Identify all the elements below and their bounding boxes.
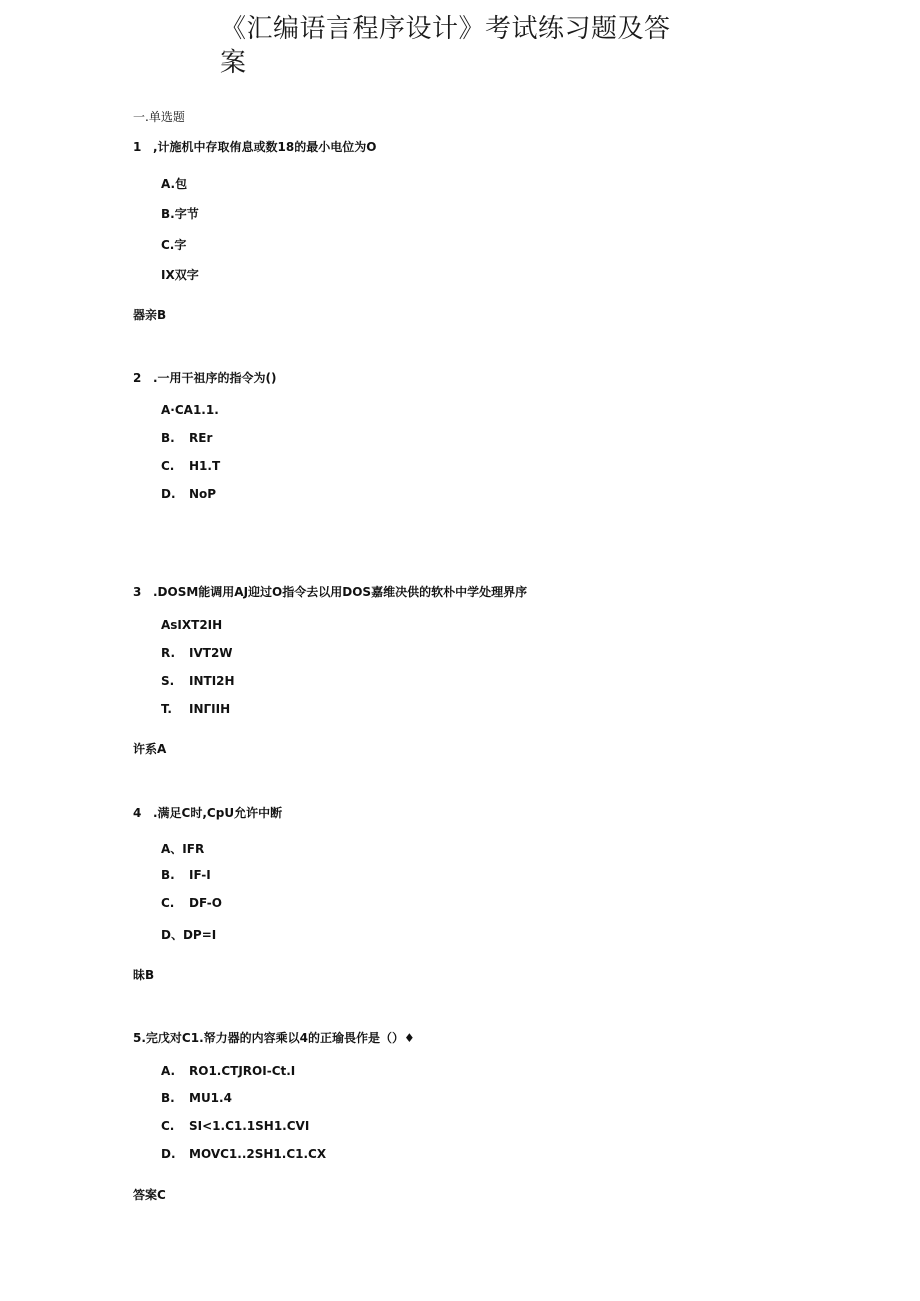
option-text: NoP [189, 487, 217, 501]
q3-option-d [161, 702, 230, 716]
question-1 [133, 138, 376, 155]
question-text: .满足C时,CpU允许中断 [153, 806, 283, 820]
q1-option-a: A.包 [161, 177, 188, 191]
option-letter: S. [161, 674, 175, 688]
option-text: CA1.1. [174, 403, 219, 417]
option-letter: D、 [161, 928, 183, 942]
question-5 [133, 1029, 415, 1046]
option-text: INTI2H [189, 674, 235, 688]
option-letter: T. [161, 702, 172, 716]
option-letter: B. [161, 431, 175, 445]
q4-option-a [161, 840, 204, 857]
option-text: H1.T [189, 459, 221, 473]
question-3 [133, 583, 527, 600]
q2-option-b [161, 431, 212, 445]
q1-answer: 器亲B [133, 308, 167, 322]
option-text: REr [189, 431, 213, 445]
question-number: 4 [133, 806, 142, 820]
q4-option-d [161, 926, 216, 943]
question-text: 完戊对C1.帑力器的内容乘以4的正瑜畏作是（）♦ [145, 1031, 415, 1045]
option-text: IFR [182, 842, 205, 856]
question-number: 3 [133, 585, 142, 599]
option-letter: C. [161, 1119, 175, 1133]
option-text: SI<1.C1.1SH1.CVI [189, 1119, 310, 1133]
option-letter: R. [161, 646, 176, 660]
option-text: MU1.4 [189, 1091, 232, 1105]
q5-option-d [161, 1147, 326, 1161]
q5-option-c [161, 1119, 309, 1133]
q5-option-a [161, 1064, 295, 1078]
q5-option-b [161, 1091, 232, 1105]
option-letter: C. [161, 896, 175, 910]
q3-option-c [161, 674, 235, 688]
q1-option-d: IX双字 [161, 268, 199, 282]
q2-option-a [161, 403, 219, 417]
q4-option-c [161, 896, 222, 910]
document-title-line-1: 《汇编语言程序设计》考试练习题及答 [220, 14, 671, 44]
q1-option-b: B.字节 [161, 207, 199, 221]
q3-option-a [161, 618, 222, 632]
q3-option-b [161, 646, 233, 660]
q2-option-d [161, 487, 216, 501]
question-text: .DOSM能调用AJ迎过O指令去以用DOS嘉维决供的软朴中学处理界序 [153, 585, 528, 599]
option-letter: A. [161, 1064, 176, 1078]
section-heading: 一.单选题 [133, 110, 185, 124]
option-text: DP=I [182, 928, 217, 942]
question-text: ,计施机中存取侑息或数18的最小电位为O [153, 140, 377, 154]
question-number: 5. [133, 1031, 146, 1045]
question-number: 1 [133, 140, 142, 154]
option-text: MOVC1..2SH1.C1.CX [189, 1147, 327, 1161]
option-letter: A、 [161, 842, 183, 856]
option-text: IF-I [189, 868, 211, 882]
question-text: .一用干祖序的指令为() [153, 371, 277, 385]
q4-option-b [161, 868, 211, 882]
option-letter: B. [161, 868, 175, 882]
option-text: INΓIIH [189, 702, 231, 716]
q5-answer: 答案C [133, 1188, 166, 1202]
option-letter: C. [161, 459, 175, 473]
option-text: AsIXT2IH [161, 618, 223, 632]
question-2 [133, 369, 277, 386]
option-text: RO1.CTJROI-Ct.I [189, 1064, 296, 1078]
q2-option-c [161, 459, 220, 473]
option-text: IVT2W [189, 646, 233, 660]
question-number: 2 [133, 371, 142, 385]
option-letter: B. [161, 1091, 175, 1105]
q1-option-c: C.字 [161, 238, 187, 252]
option-letter: D. [161, 487, 176, 501]
option-letter: D. [161, 1147, 176, 1161]
document-title-line-2: 案 [220, 48, 247, 78]
option-letter: A· [161, 403, 175, 417]
question-4 [133, 804, 282, 821]
option-text: DF-O [189, 896, 222, 910]
q4-answer: 昧B [133, 968, 155, 982]
q3-answer: 许系A [133, 742, 167, 756]
